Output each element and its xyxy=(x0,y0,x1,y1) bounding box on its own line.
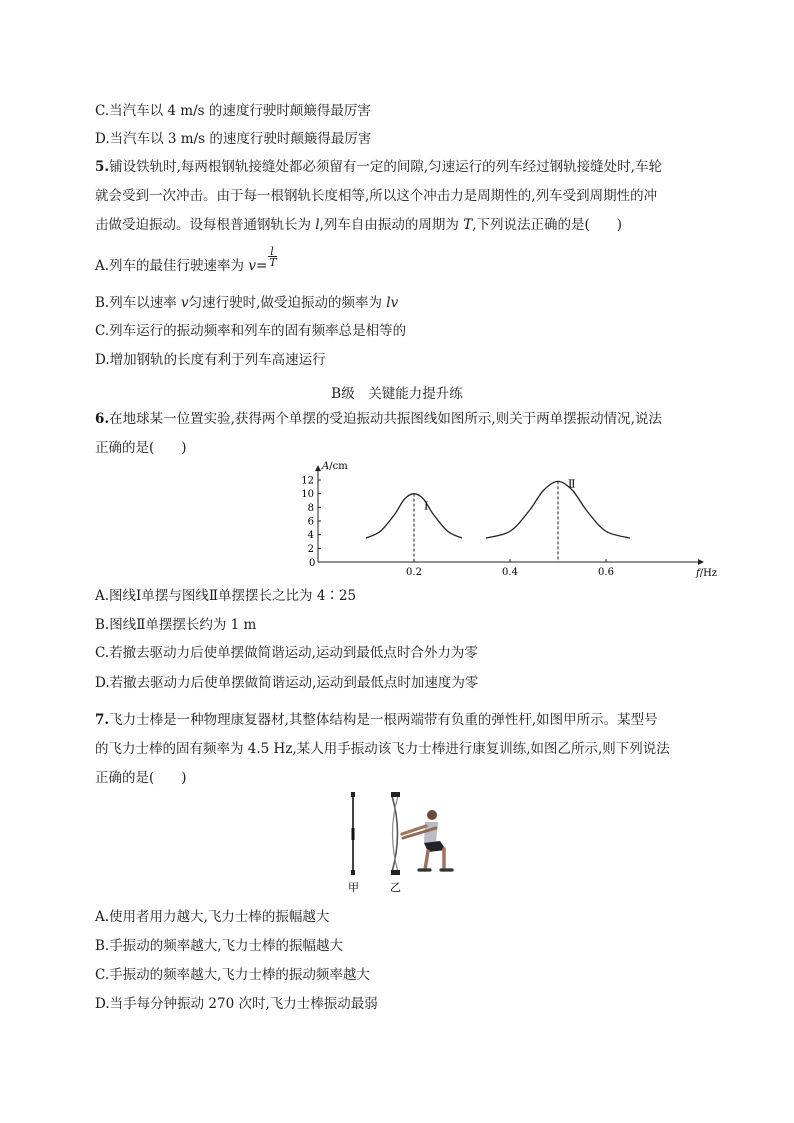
x-axis-label: f/Hz xyxy=(696,568,718,579)
y-tick-label: 8 xyxy=(307,502,314,514)
q7-stem-line-3: 正确的是( ) xyxy=(95,770,187,786)
q7-stem-text-1: 飞力士棒是一种物理康复器材,其整体结构是一根两端带有负重的弹性杆,如图甲所示。某型号 xyxy=(109,712,658,728)
y-tick-label: 10 xyxy=(301,489,314,501)
q5-option-d: D.增加钢轨的长度有利于列车高速运行 xyxy=(95,352,326,368)
q5-option-a-fraction xyxy=(267,245,279,276)
q5-option-b-v: v xyxy=(181,295,189,311)
y-tick-label: 12 xyxy=(301,475,314,487)
figure-label-yi: 乙 xyxy=(390,881,401,894)
q7-stem-line-2: 的飞力士棒的固有频率为 4.5 Hz,某人用手振动该飞力士棒进行康复训练,如图乙所示,则下列说法 xyxy=(95,741,670,757)
q5-option-a-eq: = xyxy=(255,258,268,274)
y-tick-label: 6 xyxy=(307,516,314,528)
q5-stem-line-1 xyxy=(95,157,662,177)
figure-label-jia: 甲 xyxy=(348,881,359,894)
q7-option-b: B.手振动的频率越大,飞力士棒的振幅越大 xyxy=(95,938,344,954)
q7-option-d: D.当手每分钟振动 270 次时,飞力士棒振动最弱 xyxy=(95,996,378,1012)
q5-var-l: l xyxy=(315,217,320,233)
q7-stem-line-1 xyxy=(95,710,658,730)
q5-stem-text-3c: ,下列说法正确的是( ) xyxy=(472,217,623,233)
x-tick-label: 0.2 xyxy=(406,567,422,578)
q5-option-a-text: A.列车的最佳行驶速率为 xyxy=(95,258,249,274)
series-label-1: Ⅰ xyxy=(424,499,429,513)
q7-option-a: A.使用者用力越大,飞力士棒的振幅越大 xyxy=(95,909,330,925)
q5-option-b-value: lv xyxy=(386,295,399,311)
q5-option-b-mid: 匀速行驶时,做受迫振动的频率为 xyxy=(188,295,387,311)
q5-option-b-text: B.列车以速率 xyxy=(95,295,182,311)
origin-label: 0 xyxy=(309,558,316,569)
person-with-flexi-bar-illustration xyxy=(391,792,452,875)
q5-stem-text-3a: 击做受迫振动。设每根普通钢轨长为 xyxy=(95,217,316,233)
q6-option-a: A.图线Ⅰ单摆与图线Ⅱ单摆摆长之比为 4∶25 xyxy=(95,588,357,604)
flexi-bar-figure xyxy=(330,785,470,900)
q5-var-T: T xyxy=(463,217,473,233)
q4-option-c: C.当汽车以 4 m/s 的速度行驶时颠簸得最厉害 xyxy=(95,103,371,119)
y-axis-label: A/cm xyxy=(322,461,348,473)
q6-stem-text-1: 在地球某一位置实验,获得两个单摆的受迫振动共振图线如图所示,则关于两单摆振动情况,说法 xyxy=(109,411,662,427)
q6-option-d: D.若撤去驱动力后使单摆做简谐运动,运动到最低点时加速度为零 xyxy=(95,675,479,691)
q5-stem-text-3b: ,列车自由振动的周期为 xyxy=(319,217,464,233)
q5-stem-line-3 xyxy=(95,215,622,235)
q5-option-a xyxy=(95,245,279,276)
q5-number: 5. xyxy=(95,159,110,175)
q6-stem-line-1 xyxy=(95,409,662,429)
q7-option-c: C.手振动的频率越大,飞力士棒的振动频率越大 xyxy=(95,967,370,983)
x-axis-arrow xyxy=(698,559,704,565)
y-tick-label: 2 xyxy=(307,543,314,555)
fraction-numerator: l xyxy=(270,245,274,258)
x-tick-label: 0.6 xyxy=(598,567,614,578)
q6-number: 6. xyxy=(95,411,110,427)
fraction-denominator: T xyxy=(269,256,277,269)
resonance-chart-plot xyxy=(301,461,717,579)
straight-flexi-bar-illustration xyxy=(351,792,355,875)
q4-option-d: D.当汽车以 3 m/s 的速度行驶时颠簸得最厉害 xyxy=(95,131,372,147)
series-curve-2 xyxy=(486,481,630,538)
y-tick-label: 4 xyxy=(307,530,314,542)
q7-number: 7. xyxy=(95,712,110,728)
q5-stem-text-1: 铺设铁轨时,每两根钢轨接缝处都必须留有一定的间隙,匀速运行的列车经过钢轨接缝处时,车轮 xyxy=(109,159,662,175)
q6-option-c: C.若撤去驱动力后使单摆做简谐运动,运动到最低点时合外力为零 xyxy=(95,645,478,661)
x-tick-label: 0.4 xyxy=(502,567,518,578)
q6-option-b: B.图线Ⅱ单摆摆长约为 1 m xyxy=(95,617,257,633)
resonance-chart xyxy=(300,458,718,583)
q5-option-c: C.列车运行的振动频率和列车的固有频率总是相等的 xyxy=(95,323,407,339)
q5-stem-line-2: 就会受到一次冲击。由于每一根钢轨长度相等,所以这个冲击力是周期性的,列车受到周期性的冲 xyxy=(95,188,658,204)
series-label-2: Ⅱ xyxy=(568,477,576,491)
q5-option-a-v: v xyxy=(248,258,256,274)
section-heading: B级 关键能力提升练 xyxy=(331,386,463,402)
y-axis-arrow xyxy=(315,465,321,471)
q6-stem-line-2: 正确的是( ) xyxy=(95,440,187,456)
q5-option-b xyxy=(95,293,398,313)
